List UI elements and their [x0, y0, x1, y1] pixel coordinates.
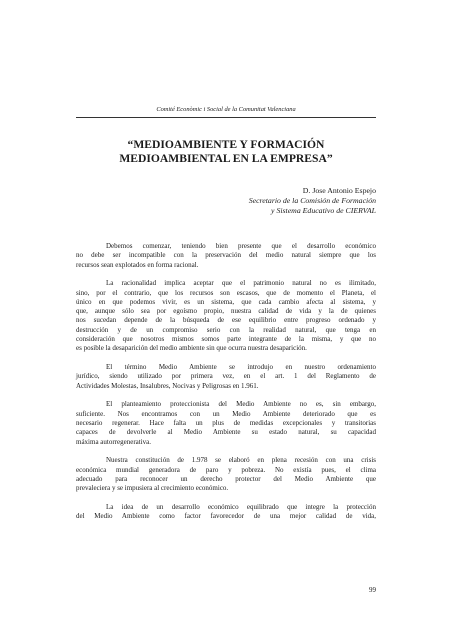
paragraph-line: sino, por el contrario, que los recursos son escasos, que de momento el Planeta, el [76, 288, 376, 297]
paragraph-line: Actividades Molestas, Insalubres, Nocivas y Peligrosas en 1.961. [76, 381, 259, 390]
title-line: “MEDIOAMBIENTE Y FORMACIÓN [127, 138, 325, 151]
paragraph-line: consideración que nosotros mismos somos parte integrante de la misma, y que no [76, 335, 376, 344]
body-paragraph [76, 279, 376, 353]
title-line: MEDIOAMBIENTAL EN LA EMPRESA” [119, 152, 333, 165]
body-paragraph [76, 400, 376, 446]
paragraph-line: nos sucedan depende de la búsqueda de ese equilibrio entre progreso ordenado y [76, 316, 376, 325]
article-body [76, 242, 376, 531]
author-role: y Sistema Educativo de CIERVAL [271, 206, 376, 216]
running-header: Comité Econòmic i Social de la Comunitat Valenciana [156, 106, 296, 113]
paragraph-line: máxima autorregenerativa. [76, 437, 152, 446]
paragraph-line: El planteamiento proteccionista del Medio Ambiente no es, sin embargo, [106, 400, 376, 409]
paragraph-line: necesario regenerar. Hace falta un plus de medidas excepcionales y transitorias [76, 418, 376, 427]
author-name: D. Jose Antonio Espejo [302, 186, 376, 195]
paragraph-line: adecuado para reconocer un derecho protector del Medio Ambiente que [76, 474, 376, 483]
paragraph-line: jurídico, siendo utilizado por primera vez, en el art. 1 del Reglamento de [76, 372, 376, 381]
body-paragraph [76, 363, 376, 391]
paragraph-line: capaces de devolverle al Medio Ambiente su estado natural, su capacidad [76, 428, 376, 437]
paragraph-line: es posible la desaparición del medio ambiente sin que ocurra nuestra desaparición. [76, 344, 307, 353]
paragraph-line: Nuestra constitución de 1.978 se elaboró en plena recesión con una crisis [106, 456, 376, 465]
body-paragraph [76, 242, 376, 270]
paragraph-line: único en que podemos vivir, es un sistema, que cada cambio afecta al sistema, y [76, 297, 376, 306]
paragraph-line: La racionalidad implica aceptar que el patrimonio natural no es ilimitado, [106, 279, 376, 288]
body-paragraph [76, 456, 376, 493]
paragraph-line: recursos sean explotados en forma racional. [76, 260, 199, 269]
paragraph-line: Debemos comenzar, teniendo bien presente que el desarrollo económico [106, 242, 376, 250]
paragraph-line: que, aunque sólo sea por egoísmo propio, nuestra calidad de vida y la de quienes [76, 307, 376, 316]
paragraph-line: no debe ser incompatible con la preservación del medio natural siempre que los [76, 251, 376, 260]
page-number: 99 [369, 586, 376, 594]
author-block [249, 186, 376, 217]
author-role: Secretario de la Comisión de Formación [248, 196, 376, 206]
article-title [76, 138, 376, 166]
paragraph-line: suficiente. Nos encontramos con un Medio Ambiente deteriorado que es [76, 409, 376, 418]
paragraph-line: del Medio Ambiente como factor favorecedor de una mejor calidad de vida, [76, 512, 376, 521]
body-paragraph [76, 503, 376, 522]
paragraph-line: El término Medio Ambiente se introdujo en nuestro ordenamiento [106, 363, 376, 372]
header-rule [76, 117, 376, 118]
paragraph-line: La idea de un desarrollo económico equilibrado que integre la protección [106, 502, 376, 511]
paragraph-line: económica mundial generadora de paro y pobreza. No existía pues, el clima [76, 465, 376, 474]
paragraph-line: prevaleciera y se impusiera al crecimiento económico. [76, 484, 229, 493]
paragraph-line: destrucción y de un compromiso serio con la realidad natural, que tenga en [76, 325, 376, 334]
